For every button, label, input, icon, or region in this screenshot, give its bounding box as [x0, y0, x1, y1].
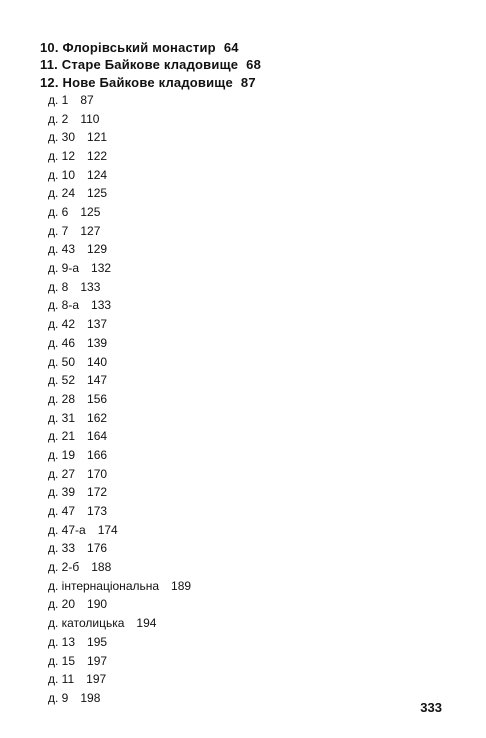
- toc-entry-label: д. 1: [48, 92, 69, 107]
- toc-heading-label: 11. Старе Байкове кладовище: [40, 57, 239, 73]
- toc-entry-label: д. 33: [48, 541, 76, 556]
- toc-entry-page: 197: [87, 653, 108, 668]
- toc-entry-label: д. 2-б: [48, 560, 80, 575]
- toc-entry: [40, 521, 460, 540]
- toc-entry: [40, 483, 460, 502]
- toc-entry-label: д. 10: [48, 167, 76, 182]
- page-number: 333: [420, 700, 442, 715]
- toc-entry-page: 133: [80, 279, 101, 294]
- toc-entry-label: д. 8-а: [48, 298, 80, 313]
- toc-entry-label: д. 8: [48, 279, 69, 294]
- toc-entry-page: 156: [87, 391, 108, 406]
- table-of-contents: [40, 39, 460, 708]
- toc-entry-page: 124: [87, 167, 108, 182]
- toc-entry-page: 189: [171, 578, 192, 593]
- toc-entry-page: 137: [87, 317, 108, 332]
- toc-entry: [40, 91, 460, 110]
- toc-entry: [40, 203, 460, 222]
- toc-entry-page: 122: [87, 148, 108, 163]
- toc-entry-page: 127: [80, 223, 101, 238]
- toc-entry: [40, 427, 460, 446]
- toc-entry-page: 170: [87, 466, 108, 481]
- toc-entry-label: д. 19: [48, 447, 76, 462]
- toc-entry: [40, 128, 460, 147]
- toc-entry: [40, 689, 460, 708]
- toc-entry: [40, 371, 460, 390]
- toc-entry-page: 174: [97, 522, 118, 537]
- toc-entry-list: [40, 91, 460, 708]
- toc-entry-label: д. 39: [48, 485, 76, 500]
- toc-entry: [40, 334, 460, 353]
- toc-entry-page: 173: [87, 504, 108, 519]
- toc-entry-label: д. 42: [48, 317, 76, 332]
- toc-entry-page: 197: [86, 672, 107, 687]
- toc-heading-page: 64: [223, 40, 239, 55]
- toc-entry-label: д. 9-а: [48, 261, 80, 276]
- toc-entry-page: 133: [91, 298, 112, 313]
- toc-entry: [40, 166, 460, 185]
- toc-entry-label: д. 30: [48, 130, 76, 145]
- toc-entry-label: д. католицька: [48, 616, 125, 631]
- toc-entry-label: д. 13: [48, 634, 76, 649]
- toc-entry: [40, 296, 460, 315]
- toc-entry: [40, 558, 460, 577]
- toc-entry-label: д. 6: [48, 205, 69, 220]
- toc-entry-page: 176: [87, 541, 108, 556]
- toc-entry-label: д. 46: [48, 335, 76, 350]
- toc-entry-page: 194: [136, 616, 157, 631]
- toc-entry-label: д. 27: [48, 466, 76, 481]
- toc-entry-page: 121: [87, 130, 108, 145]
- toc-entry: [40, 222, 460, 241]
- toc-entry: [40, 278, 460, 297]
- toc-entry: [40, 652, 460, 671]
- toc-entry: [40, 446, 460, 465]
- toc-entry-label: д. 31: [48, 410, 76, 425]
- toc-entry-label: д. 12: [48, 148, 76, 163]
- toc-entry-page: 172: [87, 485, 108, 500]
- toc-entry-page: 164: [87, 429, 108, 444]
- toc-entry-label: д. 50: [48, 354, 76, 369]
- toc-entry-page: 87: [80, 92, 94, 107]
- toc-entry: [40, 353, 460, 372]
- toc-entry-label: д. 7: [48, 223, 69, 238]
- toc-entry-page: 147: [87, 373, 108, 388]
- toc-entry-label: д. 24: [48, 186, 76, 201]
- toc-heading-10: [40, 39, 460, 56]
- toc-entry: [40, 670, 460, 689]
- toc-entry: [40, 315, 460, 334]
- toc-entry-label: д. інтернаціональна: [48, 578, 160, 593]
- toc-entry-page: 195: [87, 634, 108, 649]
- toc-entry-page: 190: [87, 597, 108, 612]
- toc-entry-label: д. 20: [48, 597, 76, 612]
- toc-heading-page: 68: [246, 57, 262, 73]
- toc-entry-label: д. 47: [48, 504, 76, 519]
- toc-heading-label: 12. Нове Байкове кладовище: [40, 74, 233, 90]
- toc-entry-label: д. 15: [48, 653, 76, 668]
- toc-heading-11: [40, 56, 460, 73]
- toc-entry-page: 110: [80, 111, 100, 126]
- toc-entry: [40, 577, 460, 596]
- toc-entry: [40, 465, 460, 484]
- toc-entry-label: д. 47-а: [48, 522, 86, 537]
- toc-heading-page: 87: [240, 74, 256, 90]
- toc-entry-label: д. 43: [48, 242, 76, 257]
- toc-entry-page: 188: [91, 560, 112, 575]
- toc-entry-page: 139: [87, 335, 108, 350]
- toc-entry-page: 162: [87, 410, 108, 425]
- toc-entry-page: 125: [87, 186, 108, 201]
- toc-entry-page: 125: [80, 205, 101, 220]
- toc-heading-label: 10. Флорівський монастир: [40, 40, 216, 55]
- toc-entry-page: 198: [80, 690, 101, 705]
- toc-entry-label: д. 11: [48, 672, 75, 687]
- toc-entry: [40, 539, 460, 558]
- toc-entry: [40, 184, 460, 203]
- toc-entry: [40, 502, 460, 521]
- toc-entry-label: д. 2: [48, 111, 69, 126]
- toc-entry: [40, 147, 460, 166]
- toc-entry-label: д. 28: [48, 391, 76, 406]
- toc-entry-page: 129: [87, 242, 108, 257]
- toc-entry: [40, 390, 460, 409]
- toc-entry-page: 132: [91, 261, 112, 276]
- toc-entry-page: 166: [87, 447, 108, 462]
- toc-entry-label: д. 21: [48, 429, 76, 444]
- toc-entry: [40, 240, 460, 259]
- toc-entry: [40, 614, 460, 633]
- toc-entry-label: д. 9: [48, 690, 69, 705]
- toc-entry-label: д. 52: [48, 373, 76, 388]
- toc-heading-12: [40, 74, 460, 91]
- toc-entry: [40, 110, 460, 129]
- toc-entry: [40, 595, 460, 614]
- toc-entry-page: 140: [87, 354, 108, 369]
- toc-entry: [40, 259, 460, 278]
- toc-entry: [40, 409, 460, 428]
- toc-entry: [40, 633, 460, 652]
